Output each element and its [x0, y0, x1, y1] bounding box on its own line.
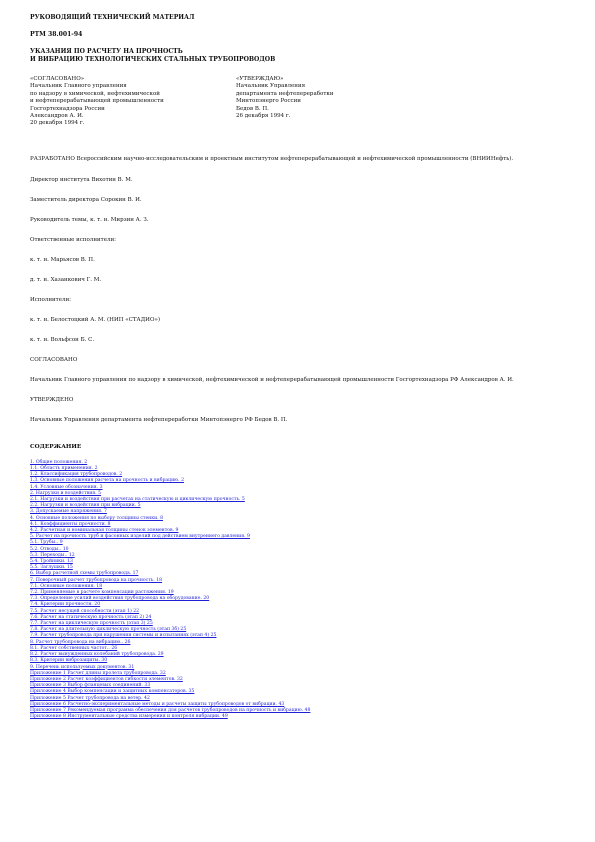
toc-link[interactable]: 1.1. Область применения. 2: [30, 466, 98, 471]
toc-link[interactable]: Приложение 5 Расчет трубопровода на ветер. 42: [30, 695, 150, 701]
approved-text: Начальник Управления департамента нефтепереработки Минтопэнерго РФ Бедов В. П.: [30, 417, 288, 423]
toc-link[interactable]: 7.2. Применяемые в расчете компенсации растяжения. 19: [30, 590, 174, 596]
toc-link[interactable]: Приложение 8 Инструментальные средства измерения и контроля вибрации. 49: [30, 714, 228, 720]
agreed-column: [30, 76, 164, 128]
approval-block: [30, 76, 575, 150]
approved-column: [236, 76, 334, 120]
responsible-2: д. т. н. Хазанкович Г. М.: [30, 277, 102, 283]
toc-link[interactable]: 1. Общие положения. 2: [30, 459, 88, 465]
agreed-text: Начальник Главного управления по надзору в химической, нефтехимической и нефтеперерабатывающей промышленности Госгортехнадзора РФ Александров А. И.: [30, 377, 514, 383]
responsible-label: Ответственные исполнители:: [30, 237, 116, 243]
toc-link[interactable]: 4. Основные положения по выбору толщины стенки. 8: [30, 515, 164, 521]
approved-line: Начальник Управления: [236, 83, 306, 90]
agreed-line: по надзору в химической, нефтехимической: [30, 90, 160, 97]
toc-link[interactable]: 5.1. Трубы.. 9: [30, 540, 63, 546]
developed-by: РАЗРАБОТАНО Всероссийским научно-исследовательским и проектным институтом нефтеперерабатывающей и нефтехимической промышленности (ВНИИНефть).: [30, 156, 514, 162]
toc-link[interactable]: 7.1. Основные положения. 18: [30, 583, 103, 589]
approved-line: Минтопэнерго России: [236, 98, 301, 105]
toc-link[interactable]: 5.4. Тройники. 13: [30, 559, 73, 565]
toc-link[interactable]: Приложение 7 Рекомендуемая программа обеспечения для расчетов трубопроводов на прочность и вибрацию. 48: [30, 707, 311, 713]
agreed-date: 20 декабря 1994 г.: [30, 120, 85, 127]
toc-link[interactable]: 7.5. Расчет несущей способности (этап 1) 22: [30, 608, 140, 614]
toc-link[interactable]: 7. Поверочный расчет трубопровода на прочность. 18: [30, 577, 163, 583]
toc-link[interactable]: Приложение 3 Выбор фланцевых соединений. 33: [30, 683, 151, 689]
toc-link[interactable]: Приложение 2 Расчет коэффициентов гибкости элементов. 32: [30, 676, 183, 682]
toc-link[interactable]: 2.2. Нагрузки и воздействия при вибрации. 5: [30, 503, 141, 509]
executor-1: к. т. н. Белостоцкий А. М. (НИП «СТАДИО»): [30, 317, 160, 323]
toc-link[interactable]: 3. Допускаемые напряжения. 7: [30, 509, 107, 515]
doc-title-line-2: И ВИБРАЦИЮ ТЕХНОЛОГИЧЕСКИХ СТАЛЬНЫХ ТРУБОПРОВОДОВ: [30, 56, 276, 63]
toc-link[interactable]: 1.4. Условные обозначения. 3: [30, 484, 103, 490]
agreed-line: и нефтеперерабатывающей промышленности: [30, 98, 164, 105]
document-page: [30, 14, 575, 720]
toc-link[interactable]: 7.3. Определение усилий воздействия трубопровода на оборудование. 20: [30, 596, 210, 602]
toc-link[interactable]: 8.1. Расчет собственных частот.. 26: [30, 645, 118, 651]
toc-link[interactable]: 8. Расчет трубопровода на вибрацию.. 26: [30, 639, 131, 645]
approved-line: департамента нефтепереработки: [236, 90, 334, 97]
agreed-label: СОГЛАСОВАНО: [30, 357, 78, 363]
toc-link[interactable]: 7.8. Расчет на длительную циклическую прочность (этап 3б) 25: [30, 627, 187, 633]
toc-link[interactable]: Приложение 6 Расчетно-экспериментальные методы и расчеты защиты трубопроводов от вибрации. 43: [30, 701, 285, 707]
deputy-director: Заместитель директора Сорокин В. И.: [30, 197, 142, 203]
toc-title: СОДЕРЖАНИЕ: [30, 443, 82, 450]
approved-line: «УТВЕРЖДАЮ»: [236, 76, 284, 82]
approved-line: Бедов В. П.: [236, 105, 269, 112]
toc-link[interactable]: 7.7. Расчет на циклическую прочность (этап 3) 25: [30, 621, 153, 627]
doc-type: РУКОВОДЯЩИЙ ТЕХНИЧЕСКИЙ МАТЕРИАЛ: [30, 14, 195, 21]
toc-link[interactable]: 4.1. Коэффициенты прочности. 8: [30, 521, 111, 527]
table-of-contents: [30, 460, 575, 721]
toc-link[interactable]: 1.3. Основные положения расчета на прочность и вибрацию. 2: [30, 478, 185, 484]
toc-link[interactable]: 5.5. Заглушки. 15: [30, 565, 73, 571]
agreed-line: «СОГЛАСОВАНО»: [30, 76, 85, 82]
toc-link[interactable]: 1.2. Классификация трубопроводов. 2: [30, 472, 123, 478]
toc-link[interactable]: 2.1. Нагрузки и воздействия при расчетах на статическую и циклическую прочность. 5: [30, 497, 245, 503]
director: Директор института Вихотин В. М.: [30, 177, 133, 183]
toc-link[interactable]: 6. Выбор расчетной схемы трубопровода. 17: [30, 571, 139, 577]
responsible-1: к. т. н. Марьясов В. П.: [30, 257, 95, 263]
toc-link[interactable]: 4.2. Расчетная и номинальная толщины стенок элементов. 9: [30, 528, 179, 534]
agreed-line: Начальник Главного управления: [30, 83, 127, 90]
agreed-line: Александров А. И.: [30, 113, 84, 120]
toc-link[interactable]: 8.2. Расчет вынужденных колебаний трубопровода. 29: [30, 652, 164, 658]
toc-link[interactable]: Приложение 4 Выбор компенсации и защитных компенсаторов. 35: [30, 689, 195, 695]
approved-date: 26 декабря 1994 г.: [236, 113, 291, 120]
toc-link[interactable]: 5.2. Отводы.. 10: [30, 546, 69, 552]
doc-code: РТМ 38.001-94: [30, 31, 83, 38]
toc-link[interactable]: 7.4. Критерии прочности. 20: [30, 602, 101, 608]
toc-link[interactable]: 8.3. Критерии виброзащиты. 30: [30, 658, 108, 664]
toc-link[interactable]: 2. Нагрузки и воздействия. 5: [30, 490, 102, 496]
topic-head: Руководитель темы, к. т. н. Мирзин А. З.: [30, 217, 149, 223]
executors-label: Исполнители:: [30, 297, 71, 303]
approved-label: УТВЕРЖДЕНО: [30, 397, 74, 403]
toc-link[interactable]: 9. Перечень используемых документов. 31: [30, 664, 135, 670]
agreed-line: Госгортехнадзора России: [30, 105, 105, 112]
executor-2: к. т. н. Вольфсон Б. С.: [30, 337, 95, 343]
toc-link[interactable]: 5.3. Переходы.. 12: [30, 552, 75, 558]
toc-link[interactable]: Приложение 1 Расчет длины пролета трубопровода. 32: [30, 670, 166, 676]
toc-link[interactable]: 7.9. Расчет трубопровода при нарушении системы и испытаниях (этап 4) 25: [30, 633, 217, 639]
toc-link[interactable]: 7.6. Расчет на статическую прочность (этап 2) 24: [30, 614, 152, 620]
doc-title-line-1: УКАЗАНИЯ ПО РАСЧЕТУ НА ПРОЧНОСТЬ: [30, 48, 183, 55]
toc-link[interactable]: 5. Расчет на прочность труб и фасонных изделий под действием внутреннего давления. 9: [30, 534, 250, 540]
